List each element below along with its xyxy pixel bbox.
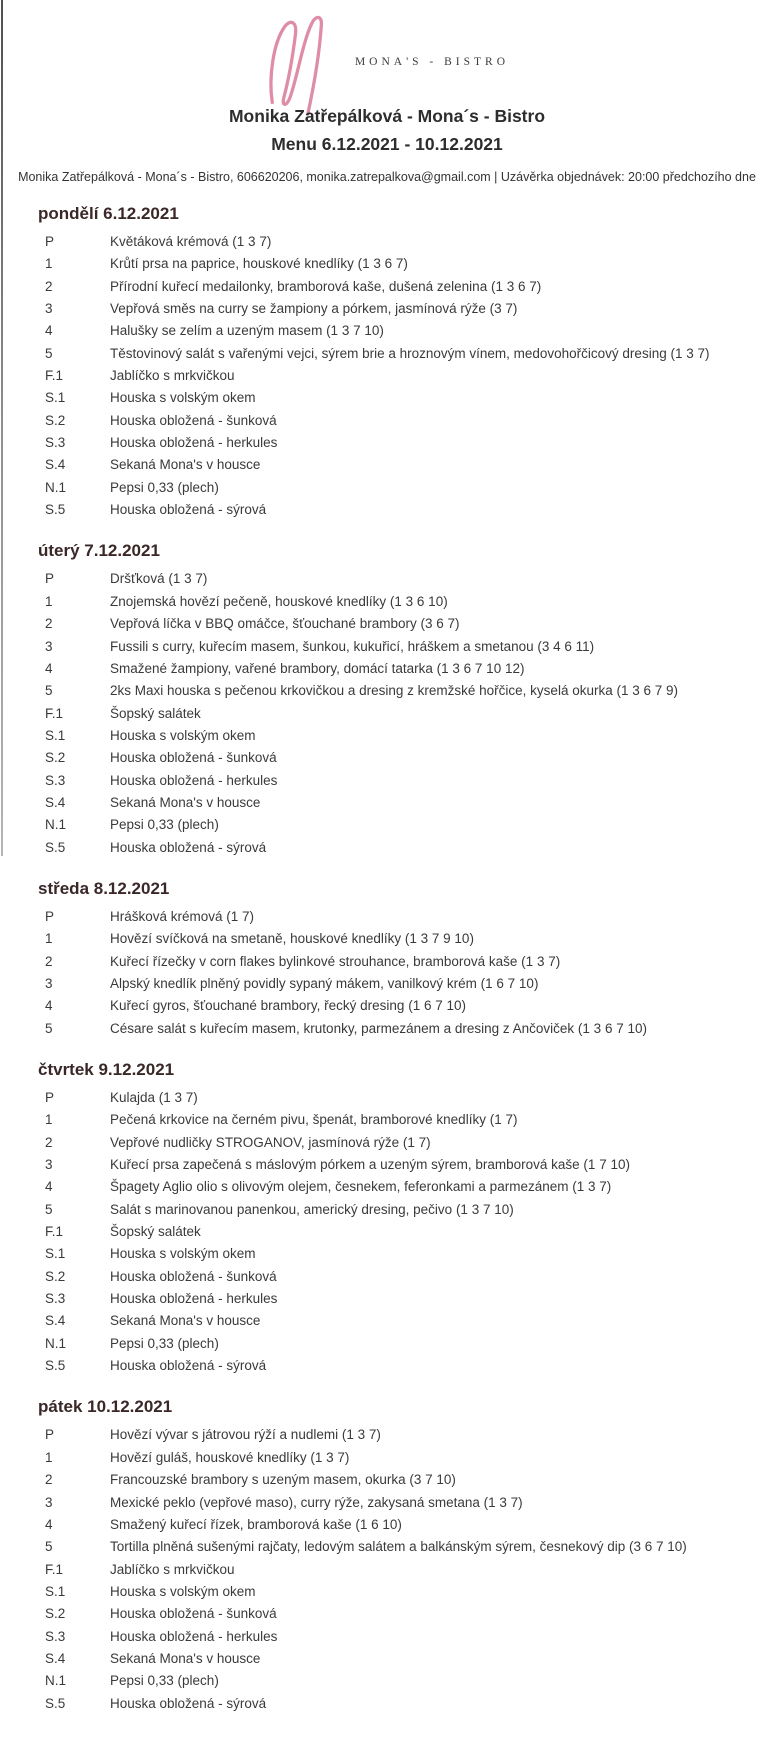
item-name: Kuřecí řízečky v corn flakes bylinkové strouhance, bramborová kaše (1 3 7) [110, 953, 561, 969]
item-code: N.1 [45, 1673, 67, 1689]
item-name: Pepsi 0,33 (plech) [110, 479, 219, 495]
item-name: Francouzské brambory s uzeným masem, okurka (3 7 10) [110, 1472, 456, 1488]
item-code: P [45, 1090, 55, 1105]
menu-row [0, 1199, 774, 1221]
item-name: Tortilla plněná sušenými rajčaty, ledovým salátem a balkánským sýrem, česnekový dip (3 6 7 10) [110, 1539, 687, 1555]
item-name: Hovězí vývar s játrovou rýží a nudlemi (1 3 7) [110, 1427, 381, 1443]
item-name: Znojemská hovězí pečeně, houskové knedlíky (1 3 6 10) [110, 593, 448, 609]
item-name: Kuřecí gyros, šťouchané brambory, řecký dresing (1 6 7 10) [110, 998, 466, 1014]
item-code: S.4 [45, 1313, 66, 1329]
menu-row [0, 792, 774, 814]
item-name: Jablíčko s mrkvičkou [110, 1561, 235, 1577]
item-code: S.1 [45, 390, 66, 406]
item-code: 3 [45, 975, 53, 991]
item-name: Kulajda (1 3 7) [110, 1090, 198, 1105]
menu-row [0, 906, 774, 928]
menu-row [0, 1154, 774, 1176]
day-heading: úterý 7.12.2021 [38, 541, 160, 561]
item-code: S.2 [45, 750, 66, 766]
menu-date-range: Menu 6.12.2021 - 10.12.2021 [271, 134, 503, 154]
item-name: Jablíčko s mrkvičkou [110, 368, 235, 384]
item-name: Houska obložená - šunková [110, 1606, 277, 1622]
menu-row [0, 1355, 774, 1377]
item-code: 5 [45, 1201, 53, 1217]
item-code: S.3 [45, 1291, 66, 1307]
menu-row [0, 1693, 774, 1715]
item-code: 5 [45, 345, 53, 361]
menu-row [0, 1176, 774, 1198]
item-name: Pepsi 0,33 (plech) [110, 1335, 219, 1351]
item-code: 5 [45, 683, 53, 699]
item-name: Houska obložená - herkules [110, 772, 278, 788]
item-code: S.4 [45, 1650, 66, 1666]
menu-row [0, 1424, 774, 1446]
item-code: 2 [45, 278, 53, 294]
item-code: S.2 [45, 412, 66, 428]
menu-row [0, 680, 774, 702]
item-name: Houska obložená - sýrová [110, 1695, 267, 1711]
item-name: Pepsi 0,33 (plech) [110, 1673, 219, 1689]
menu-days [0, 203, 774, 1715]
day-section [0, 540, 774, 858]
item-code: S.3 [45, 772, 66, 788]
menu-row [0, 298, 774, 320]
item-code: 2 [45, 1134, 53, 1150]
menu-row [0, 1018, 774, 1040]
item-name: Sekaná Mona's v housce [110, 457, 261, 473]
item-code: 3 [45, 1157, 53, 1173]
item-code: S.3 [45, 435, 66, 451]
item-code: 4 [45, 323, 53, 339]
menu-row [0, 1243, 774, 1265]
item-code: 1 [45, 931, 53, 947]
menu-row [0, 387, 774, 409]
item-name: Hovězí guláš, houskové knedlíky (1 3 7) [110, 1449, 350, 1465]
item-name: Houska obložená - sýrová [110, 502, 267, 518]
item-name: Mexické peklo (vepřové maso), curry rýže, zakysaná smetana (1 3 7) [110, 1494, 523, 1510]
item-name: Krůtí prsa na paprice, houskové knedlíky (1 3 6 7) [110, 256, 408, 272]
item-name: Houska s volským okem [110, 1246, 256, 1262]
item-code: S.4 [45, 794, 66, 810]
day-section [0, 878, 774, 1040]
item-name: Šopský salátek [110, 705, 201, 721]
menu-row [0, 1132, 774, 1154]
item-name: Halušky se zelím a uzeným masem (1 3 7 10) [110, 323, 384, 339]
menu-row [0, 1333, 774, 1355]
left-edge-rule [1, 0, 3, 856]
item-code: 3 [45, 301, 53, 317]
menu-row [0, 747, 774, 769]
menu-row [0, 1469, 774, 1491]
menu-row [0, 276, 774, 298]
item-code: P [45, 908, 55, 924]
item-code: 1 [45, 1449, 53, 1465]
item-name: Přírodní kuřecí medailonky, bramborová kaše, dušená zelenina (1 3 6 7) [110, 278, 542, 294]
menu-row [0, 1288, 774, 1310]
item-code: S.2 [45, 1606, 66, 1622]
item-name: Hrášková krémová (1 7) [110, 908, 255, 924]
item-name: Hovězí svíčková na smetaně, houskové knedlíky (1 3 7 9 10) [110, 931, 474, 947]
menu-row [0, 477, 774, 499]
menu-row [0, 410, 774, 432]
item-name: Houska obložená - šunková [110, 1268, 277, 1284]
item-name: Smažený kuřecí řízek, bramborová kaše (1 6 10) [110, 1516, 402, 1532]
logo-m-icon [265, 14, 343, 114]
logo-wordmark: MONA'S - BISTRO [354, 56, 510, 68]
menu-row [0, 613, 774, 635]
item-name: Dršťková (1 3 7) [110, 571, 208, 587]
item-name: Sekaná Mona's v housce [110, 1313, 261, 1329]
day-section [0, 203, 774, 521]
item-code: 1 [45, 256, 53, 272]
item-code: 1 [45, 593, 53, 609]
menu-row [0, 814, 774, 836]
item-name: Houska obložená - herkules [110, 1628, 278, 1644]
item-code: S.5 [45, 502, 66, 518]
menu-row [0, 725, 774, 747]
menu-row [0, 837, 774, 859]
menu-row [0, 1559, 774, 1581]
item-code: S.5 [45, 1695, 66, 1711]
item-code: S.1 [45, 1246, 66, 1262]
menu-row [0, 499, 774, 521]
menu-row [0, 591, 774, 613]
menu-row [0, 1447, 774, 1469]
menu-row [0, 973, 774, 995]
item-name: Césare salát s kuřecím masem, krutonky, parmezánem a dresing z Ančoviček (1 3 6 7 10) [110, 1020, 647, 1036]
item-code: S.2 [45, 1268, 66, 1284]
menu-row [0, 1648, 774, 1670]
item-name: Houska s volským okem [110, 1583, 256, 1599]
menu-row [0, 1266, 774, 1288]
day-section [0, 1396, 774, 1714]
item-name: Vepřová směs na curry se žampiony a pórkem, jasmínová rýže (3 7) [110, 301, 518, 317]
item-code: N.1 [45, 479, 67, 495]
item-name: Houska obložená - šunková [110, 412, 277, 428]
item-name: Houska obložená - herkules [110, 1291, 278, 1307]
item-name: Vepřové nudličky STROGANOV, jasmínová rýže (1 7) [110, 1134, 431, 1150]
item-code: 2 [45, 616, 53, 632]
day-items [0, 568, 774, 858]
item-code: F.1 [45, 705, 64, 721]
menu-row [0, 658, 774, 680]
menu-row [0, 343, 774, 365]
item-code: N.1 [45, 1335, 67, 1351]
item-code: P [45, 1427, 55, 1443]
page-title: Monika Zatřepálková - Mona´s - Bistro [228, 106, 546, 126]
day-items [0, 906, 774, 1040]
item-code: 4 [45, 660, 53, 676]
menu-row [0, 951, 774, 973]
day-items [0, 1424, 774, 1714]
item-name: Sekaná Mona's v housce [110, 794, 261, 810]
item-name: Špagety Aglio olio s olivovým olejem, česnekem, feferonkami a parmezánem (1 3 7) [110, 1179, 612, 1195]
item-code: S.5 [45, 839, 66, 855]
item-code: S.1 [45, 727, 66, 743]
menu-row [0, 1670, 774, 1692]
menu-row [0, 1536, 774, 1558]
item-name: Houska s volským okem [110, 390, 256, 406]
item-name: 2ks Maxi houska s pečenou krkovičkou a dresing z kremžské hořčice, kyselá okurka (1 3 6 7 9) [110, 683, 679, 699]
menu-row [0, 1087, 774, 1109]
menu-row [0, 320, 774, 342]
item-code: P [45, 571, 55, 587]
item-code: F.1 [45, 1224, 64, 1240]
menu-row [0, 1603, 774, 1625]
item-code: P [45, 234, 55, 249]
item-code: 4 [45, 1516, 53, 1532]
menu-row [0, 1221, 774, 1243]
item-name: Alpský knedlík plněný povidly sypaný mákem, vanilkový krém (1 6 7 10) [110, 975, 539, 991]
menu-row [0, 1310, 774, 1332]
menu-row [0, 231, 774, 253]
menu-row [0, 253, 774, 275]
item-name: Kuřecí prsa zapečená s máslovým pórkem a uzeným sýrem, bramborová kaše (1 7 10) [110, 1157, 630, 1173]
menu-row [0, 432, 774, 454]
menu-row [0, 1626, 774, 1648]
day-heading: pátek 10.12.2021 [38, 1397, 173, 1417]
item-name: Houska obložená - sýrová [110, 1358, 267, 1374]
item-name: Květáková krémová (1 3 7) [110, 234, 272, 249]
menu-row [0, 770, 774, 792]
item-code: 2 [45, 1472, 53, 1488]
menu-row [0, 365, 774, 387]
item-name: Sekaná Mona's v housce [110, 1650, 261, 1666]
item-code: 3 [45, 638, 53, 654]
item-name: Těstovinový salát s vařenými vejci, sýrem brie a hroznovým vínem, medovohořčicový dresing (1 3 7) [110, 345, 710, 361]
item-code: S.3 [45, 1628, 66, 1644]
item-name: Houska obložená - sýrová [110, 839, 267, 855]
item-name: Houska obložená - herkules [110, 435, 278, 451]
day-items [0, 1087, 774, 1377]
item-code: 5 [45, 1020, 53, 1036]
menu-row [0, 454, 774, 476]
item-code: N.1 [45, 817, 67, 833]
item-code: 3 [45, 1494, 53, 1510]
item-name: Pepsi 0,33 (plech) [110, 817, 219, 833]
item-name: Houska obložená - šunková [110, 750, 277, 766]
item-code: S.4 [45, 457, 66, 473]
item-name: Houska s volským okem [110, 727, 256, 743]
menu-row [0, 995, 774, 1017]
item-name: Šopský salátek [110, 1224, 201, 1240]
item-name: Salát s marinovanou panenkou, americký dresing, pečivo (1 3 7 10) [110, 1201, 514, 1217]
item-name: Vepřová líčka v BBQ omáčce, šťouchané brambory (3 6 7) [110, 616, 460, 632]
menu-row [0, 928, 774, 950]
day-heading: pondělí 6.12.2021 [38, 204, 179, 223]
item-code: F.1 [45, 368, 64, 384]
day-section [0, 1059, 774, 1377]
item-code: 2 [45, 953, 53, 969]
menu-row [0, 1514, 774, 1536]
menu-row [0, 636, 774, 658]
menu-row [0, 1492, 774, 1514]
item-code: 4 [45, 1179, 53, 1195]
item-code: S.5 [45, 1358, 66, 1374]
menu-row [0, 703, 774, 725]
item-name: Pečená krkovice na černém pivu, špenát, bramborové knedlíky (1 7) [110, 1112, 518, 1128]
menu-row [0, 1581, 774, 1603]
menu-row [0, 568, 774, 590]
contact-info-line: Monika Zatřepálková - Mona´s - Bistro, 606620206, monika.zatrepalkova@gmail.com | Uzávěrka objednávek: 20:00 předchozího dne [18, 170, 756, 184]
menu-row [0, 1109, 774, 1131]
day-items [0, 231, 774, 521]
item-code: 5 [45, 1539, 53, 1555]
day-heading: středa 8.12.2021 [38, 878, 170, 898]
logo [0, 0, 774, 104]
day-heading: čtvrtek 9.12.2021 [38, 1060, 175, 1079]
item-name: Fussili s curry, kuřecím masem, šunkou, kukuřicí, hráškem a smetanou (3 4 6 11) [110, 638, 595, 654]
item-code: S.1 [45, 1583, 66, 1599]
item-code: 1 [45, 1112, 53, 1128]
item-code: F.1 [45, 1561, 64, 1577]
item-name: Smažené žampiony, vařené brambory, domácí tatarka (1 3 6 7 10 12) [110, 660, 525, 676]
item-code: 4 [45, 998, 53, 1014]
